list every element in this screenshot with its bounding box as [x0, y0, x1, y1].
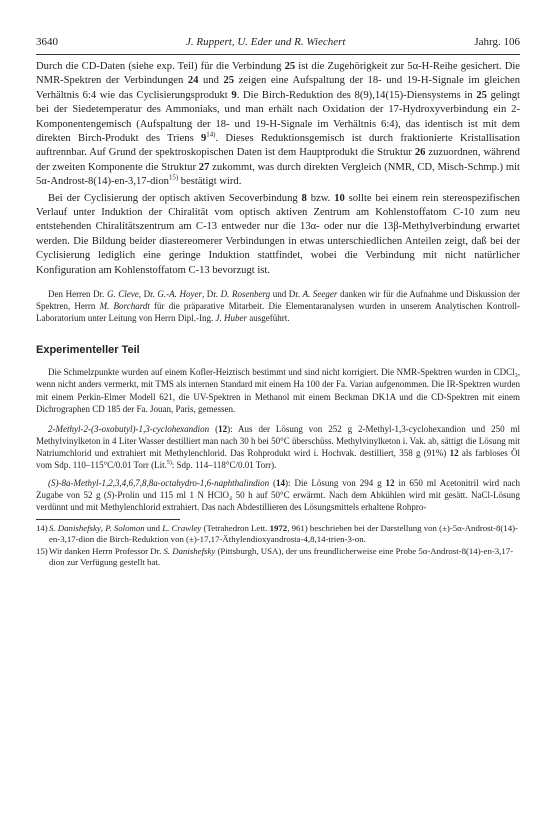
- footnote-ref: 5): [166, 460, 172, 467]
- paragraph-cyclisation: Bei der Cyclisierung der optisch aktiven Secoverbindung 8 bzw. 10 sollte bei einem rein stereospezifischen Verlauf unter Induktion der Chiralität vom optisch aktiven Zentrum am Kohlenstoffatom C-10 zum neu entstehenden Chiralitätszentrum am C-13 entweder nur die 13α- oder nur die 13β-Methylverbindung erwartet werden. Die Bildung beider diastereomerer Verbindungen in etwas unterschiedlichen Anteilen zeigt, daß bei der Cyclisierung lediglich eine geringe Induktion stattfindet, wobei die Verbindung mit nicht natürlicher Konfiguration am Kohlenstoffatom C-13 bevorzugt ist.: [36, 192, 520, 276]
- paragraph-cd-nmr-birch: Durch die CD-Daten (siehe exp. Teil) für die Verbindung 25 ist die Zugehörigkeit zur 5α-H-Reihe gesichert. Die NMR-Spektren der Verbindungen 24 und 25 zeigen eine Aufspaltung der 18- und 19-H-Signale im gleichen Verhältnis 6:4 wie das Cyclisierungsprodukt 9. Die Birch-Reduktion des 8(9),14(15)-Diensystems in 25 gelingt bei der Siedetemperatur des Ammoniaks, und man erhält nach Oxidation der 17-Hydroxyverbindung ein 2-Komponentengemisch (Aufspaltung der 18- und 19-H-Signale im Verhältnis 6:4), das identisch ist mit dem direkten Birch-Produkt des Triens 9$^{14)}$. Dieses Reduktionsgemisch ist durch fraktionierte Kristallisation auftrennbar. Auf Grund der spektroskopischen Daten ist dem Hauptprodukt die Struktur 26 zuzuordnen, während der zweiten Komponente die Struktur 27 zukommt, was durch direkten Vergleich (NMR, CD, Misch-Schmp.) mit 5α-Androst-8(14)-en-3,17-dion$^{15)}$ bestätigt wird.: [36, 61, 521, 188]
- section-heading: Experimenteller Teil: [36, 344, 140, 357]
- acknowledgements: Den Herren Dr. G. Cleve, Dr. G.-A. Hoyer, Dr. D. Rosenberg und Dr. A. Seeger danken wir für die Aufnahme und Diskussion der Spektren, Herrn M. Borchardt für die präparative Mitarbeit. Die Elementaranalysen wurden in unserem Analytischen Kontroll-Laboratorium unter Leitung von Herrn Dipl.-Ing. J. Huber ausgeführt.: [36, 289, 521, 324]
- experimental-section: [36, 366, 520, 513]
- journal-page: [36, 36, 520, 569]
- footnote-ref: 15): [168, 174, 179, 182]
- header-rule: [36, 54, 520, 55]
- footnote-14: 14) S. Danishefsky, P. Solomon und L. Crawley (Tetrahedron Lett. 1972, 961) beschrieben bei der Darstellung von (±)-5α-Androst-8(14)-en-3,17-dion die Birch-Reduktion von (±)-17,17-Äthylendioxyandrosta-4,8,14-trien-3-on.: [36, 523, 518, 545]
- footnote-ref: 14): [206, 131, 216, 139]
- running-header: [36, 36, 520, 52]
- footnote-15: 15) Wir danken Herrn Professor Dr. S. Danishefsky (Pittsburgh, USA), der uns freundlicherweise eine Probe 5α-Androst-8(14)-en-3,17-dion zur Verfügung gestellt hat.: [36, 546, 514, 568]
- journal-year: Jahrg. 106: [474, 36, 520, 48]
- footnote-number: 14): [36, 523, 48, 534]
- procedure-compound-14: (S)-8a-Methyl-1,2,3,4,6,7,8,8a-octahydro-1,6-naphthalindion (14): Die Lösung von 294 g 12 in 650 ml Acetonitril wird nach Zugabe von 52 g (S)-Prolin und 115 ml 1 N HClO₄ 50 h auf 50°C erwärmt. Nach dem Abkühlen wird mit gesätt. NaCl-Lösung verdünnt und mit Methylenchlorid extrahiert. Das nach Abdestillieren des Lösungsmittels erhaltene Rohpro-: [36, 478, 520, 513]
- footnote-rule: [36, 519, 180, 520]
- procedure-compound-12: 2-Methyl-2-(3-oxobutyl)-1,3-cyclohexandion (12): Aus der Lösung von 252 g 2-Methyl-1,3-cyclohexandion und 250 ml Methylvinylketon in 4 Liter Wasser destilliert man nach 30 h bei 50°C überschüss. Methylvinylketon i. Vak. ab, sättigt die Lösung mit Natriumchlorid und extrahiert mit Methylenchlorid. Das Rohprodukt wird i. Hochvak. destilliert, 358 g (91%) 12 als farbloses Öl vom Sdp. 110–115°C/0.01 Torr (Lit.$^{5)}$: Sdp. 114–118°C/0.01 Torr).: [36, 423, 520, 471]
- main-text: [36, 60, 520, 278]
- page-number: 3640: [36, 36, 58, 48]
- footnote-number: 15): [36, 546, 48, 557]
- experimental-intro: Die Schmelzpunkte wurden auf einem Kofler-Heiztisch bestimmt und sind nicht korrigiert. Die NMR-Spektren wurden in CDCl₃, wenn nicht anders vermerkt, mit TMS als internen Standard mit einem Ha 100 der Fa. Varian aufgenommen. Die IR-Spektren wurden mit einem Perkin-Elmer Modell 621, die UV-Spektren in Methanol mit einem Beckman DK1A und die CD-Spektren mit einem Dichrographen CD 185 der Fa. Jouan, Paris, gemessen.: [36, 367, 520, 414]
- running-authors: J. Ruppert, U. Eder und R. Wiechert: [186, 36, 346, 48]
